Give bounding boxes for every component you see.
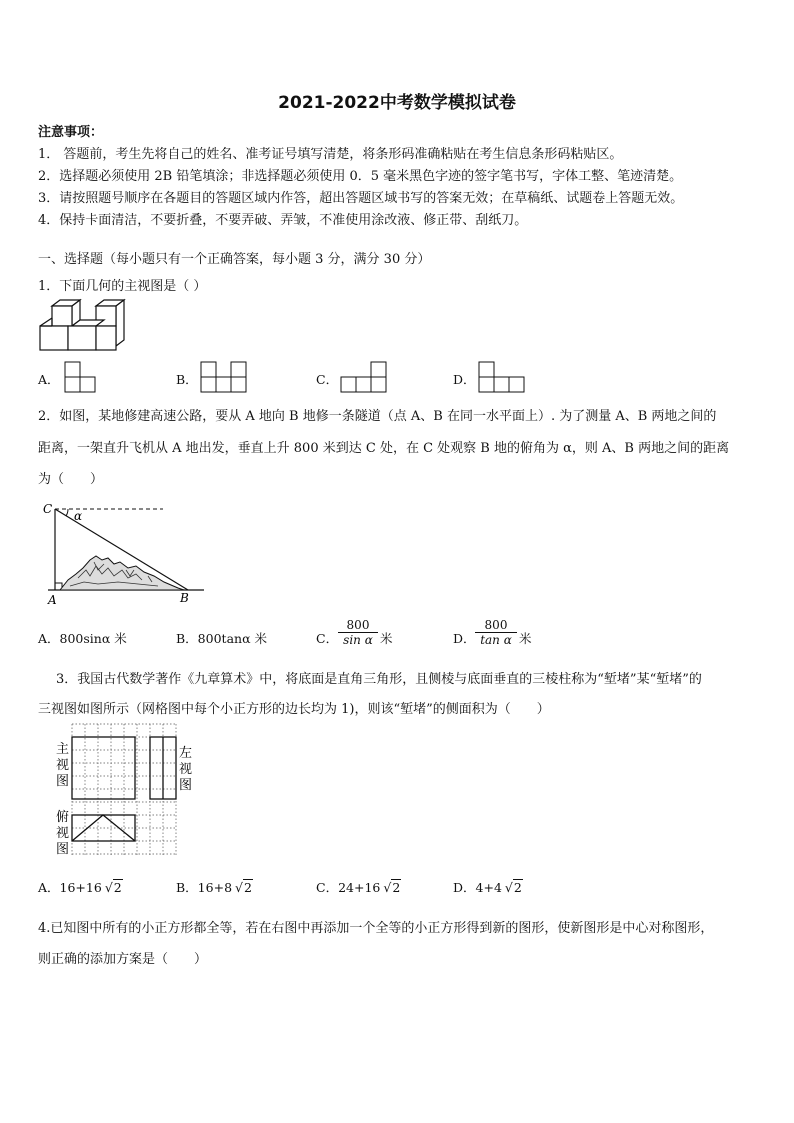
question-2-line-2: 距离，一架直升飞机从 A 地出发，垂直上升 800 米到达 C 处，在 C 处观察 B 地的俯角为 α，则 A、B 两地之间的距离 xyxy=(38,441,730,456)
question-2-figure xyxy=(38,498,210,608)
notice-heading: 注意事项： xyxy=(38,125,104,140)
q2-option-d-unit: 米 xyxy=(519,631,532,646)
sqrt-icon: √2 xyxy=(383,880,401,895)
top-view-label-2: 视 xyxy=(56,826,70,841)
label-a: A xyxy=(48,593,57,607)
left-view-label-1: 左 xyxy=(179,746,193,761)
q3-option-a-text: A．16+16 xyxy=(38,880,102,895)
section-heading: 一、选择题（每小题只有一个正确答案，每小题 3 分，满分 30 分） xyxy=(38,252,431,267)
q3-option-b-text: B．16+8 xyxy=(176,880,233,895)
front-view-label-3: 图 xyxy=(56,774,70,789)
label-b: B xyxy=(180,591,189,605)
left-view-label-3: 图 xyxy=(179,778,193,793)
question-3-line-2: 三视图如图所示（网格图中每个小正方形的边长均为 1)，则该“堑堵”的侧面积为（ ） xyxy=(38,702,550,717)
q1-option-c-figure[interactable] xyxy=(339,361,389,395)
q2-option-d-fraction xyxy=(475,618,517,647)
page-title: 2021-2022中考数学模拟试卷 xyxy=(278,93,516,113)
q3-option-d-radicand: 2 xyxy=(513,880,522,895)
q2-option-c-prefix[interactable]: C． xyxy=(316,631,339,646)
q1-option-b-figure[interactable] xyxy=(199,361,249,395)
q3-option-d[interactable] xyxy=(453,878,523,896)
top-view-label-1: 俯 xyxy=(56,810,70,825)
q3-option-a[interactable] xyxy=(38,878,123,896)
q3-option-d-text: D．4+4 xyxy=(453,880,502,895)
q1-option-d-label: D． xyxy=(453,372,476,387)
label-alpha: α xyxy=(74,509,83,523)
question-3-line-1: 3．我国古代数学著作《九章算术》中，将底面是直角三角形，且侧棱与底面垂直的三棱柱称为“堑堵”某“堑堵”的 xyxy=(56,672,702,687)
q3-option-c-radicand: 2 xyxy=(392,880,401,895)
question-4-line-2: 则正确的添加方案是（ ） xyxy=(38,952,208,967)
question-2-line-3: 为（ ） xyxy=(38,472,104,487)
q2-option-d-prefix[interactable]: D． xyxy=(453,631,476,646)
q2-option-c-denominator: sin α xyxy=(343,633,373,647)
q2-option-a[interactable]: A．800sinα 米 xyxy=(38,631,127,646)
front-view-label-1: 主 xyxy=(56,742,70,757)
q1-option-a-figure[interactable] xyxy=(63,361,97,395)
notice-item-3: 3．请按照题号顺序在各题目的答题区域内作答，超出答题区域书写的答案无效；在草稿纸、试题卷上答题无效。 xyxy=(38,191,684,206)
q3-option-b[interactable] xyxy=(176,878,253,896)
left-view-label-2: 视 xyxy=(179,762,193,777)
q3-option-c[interactable] xyxy=(316,878,401,896)
sqrt-icon: √2 xyxy=(235,880,252,895)
q3-option-a-radicand: 2 xyxy=(113,880,122,895)
sqrt-icon: √2 xyxy=(504,880,522,895)
question-2-line-1: 2．如图，某地修建高速公路，要从 A 地向 B 地修一条隧道（点 A、B 在同一水平面上）. 为了测量 A、B 两地之间的 xyxy=(38,409,717,424)
q3-option-b-radicand: 2 xyxy=(244,880,252,895)
top-view-label-3: 图 xyxy=(56,842,70,857)
q2-option-d-denominator: tan α xyxy=(480,633,512,647)
question-1-stem: 1．下面几何的主视图是（ ） xyxy=(38,279,207,294)
notice-item-1: 1． 答题前，考生先将自己的姓名、准考证号填写清楚，将条形码准确粘贴在考生信息条形码粘贴区。 xyxy=(38,147,623,162)
q2-option-c-fraction xyxy=(338,618,378,647)
q2-option-c-unit: 米 xyxy=(380,631,393,646)
q3-option-c-text: C．24+16 xyxy=(316,880,381,895)
q2-option-b[interactable]: B．800tanα 米 xyxy=(176,631,267,646)
mountain-icon xyxy=(60,556,184,590)
notice-item-2: 2．选择题必须使用 2B 铅笔填涂；非选择题必须使用 0．5 毫米黑色字迹的签字笔书写，字体工整、笔迹清楚。 xyxy=(38,169,683,184)
question-4-line-1: 4.已知图中所有的小正方形都全等，若在右图中再添加一个全等的小正方形得到新的图形，使新图形是中心对称图形， xyxy=(38,921,714,936)
q2-option-c-numerator: 800 xyxy=(338,618,378,633)
front-view-label-2: 视 xyxy=(56,758,70,773)
question-3-three-view-figure xyxy=(54,721,204,861)
q2-option-d-numerator: 800 xyxy=(475,618,517,633)
question-1-cube-figure xyxy=(38,298,128,358)
q1-option-b-label: B． xyxy=(176,372,198,387)
label-c: C xyxy=(43,502,53,516)
q1-option-c-label: C． xyxy=(316,372,339,387)
q1-option-a-label: A． xyxy=(38,372,60,387)
sqrt-icon: √2 xyxy=(104,880,122,895)
notice-item-4: 4．保持卡面清洁，不要折叠，不要弄破、弄皱，不准使用涂改液、修正带、刮纸刀。 xyxy=(38,213,528,228)
q1-option-d-figure[interactable] xyxy=(477,361,527,395)
